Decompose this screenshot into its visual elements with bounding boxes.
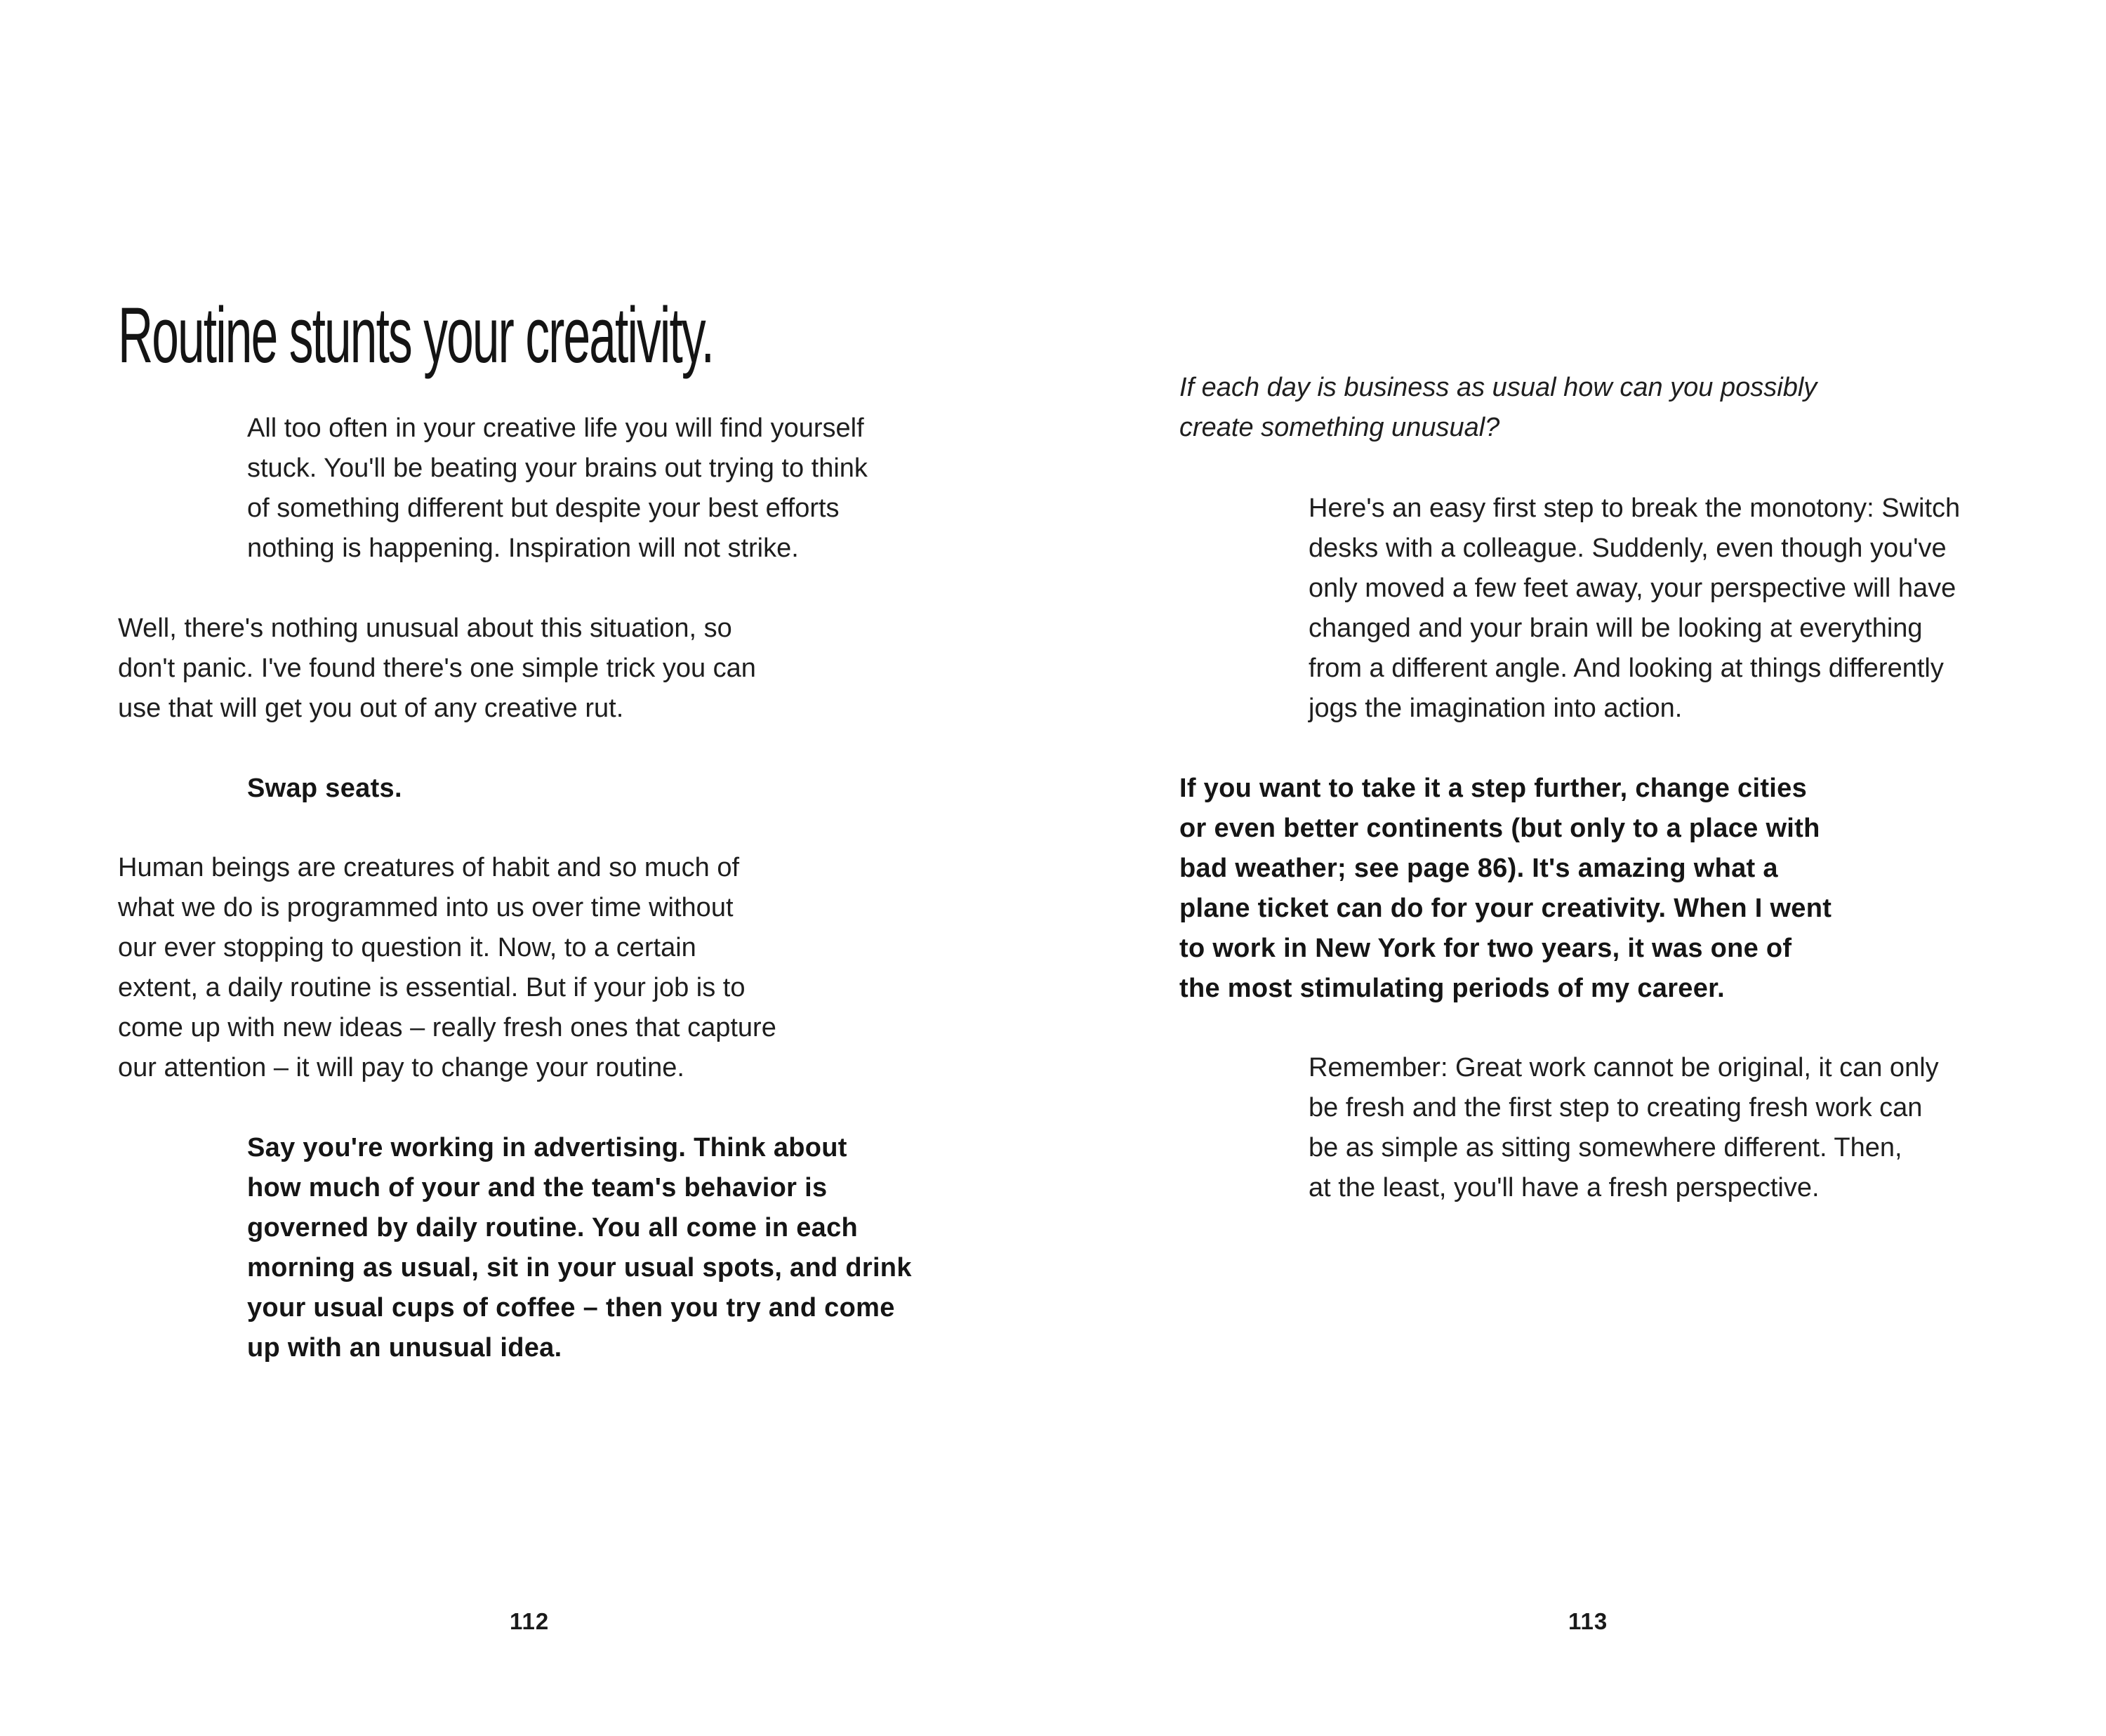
right-paragraph-4: Remember: Great work cannot be original, it can only be fresh and the first step to creating fresh work can be as simple as sitting somewhere different. Then, at the least, you'll have a fresh perspective. (1309, 1053, 1939, 1202)
right-paragraph-1: If each day is business as usual how can you possibly create something unusual? (1179, 373, 1817, 442)
left-paragraph-5: Say you're working in advertising. Think about how much of your and the team's behavior is governed by daily routine. You all come in each morning as usual, sit in your usual spots, and drink your usual cups of coffee – then you try and come up with an unusual idea. (247, 1133, 912, 1363)
right-paragraph-2: Here's an easy first step to break the monotony: Switch desks with a colleague. Suddenly, even though you've only moved a few feet away, your perspective will have changed and your brain will be looking at everything from a different angle. And looking at things differently jogs the imagination into action. (1309, 493, 1961, 723)
right-paragraph-3: If you want to take it a step further, change cities or even better continents (but only to a place with bad weather; see page 86). It's amazing what a plane ticket can do for your creativity. When I went to work in New York for two years, it was one of the most stimulating periods of my career. (1179, 774, 1832, 1003)
left-paragraph-2: Well, there's nothing unusual about this situation, so don't panic. I've found there's one simple trick you can use that will get you out of any creative rut. (118, 614, 756, 723)
left-paragraph-3: Swap seats. (247, 774, 402, 803)
chapter-title: Routine stunts your creativity. (118, 291, 714, 379)
page-number-left: 112 (510, 1608, 550, 1634)
right-page (1053, 0, 2106, 1736)
page-number-right: 113 (1568, 1608, 1608, 1634)
left-paragraph-4: Human beings are creatures of habit and so much of what we do is programmed into us over time without our ever stopping to question it. Now, to a certain extent, a daily routine is essential. But if your job is to come up with new ideas – really fresh ones that capture our attention – it will pay to change your routine. (118, 853, 776, 1082)
left-paragraph-1: All too often in your creative life you will find yourself stuck. You'll be beating your brains out trying to think of something different but despite your best efforts nothing is happening. Inspiration will not strike. (247, 413, 868, 563)
